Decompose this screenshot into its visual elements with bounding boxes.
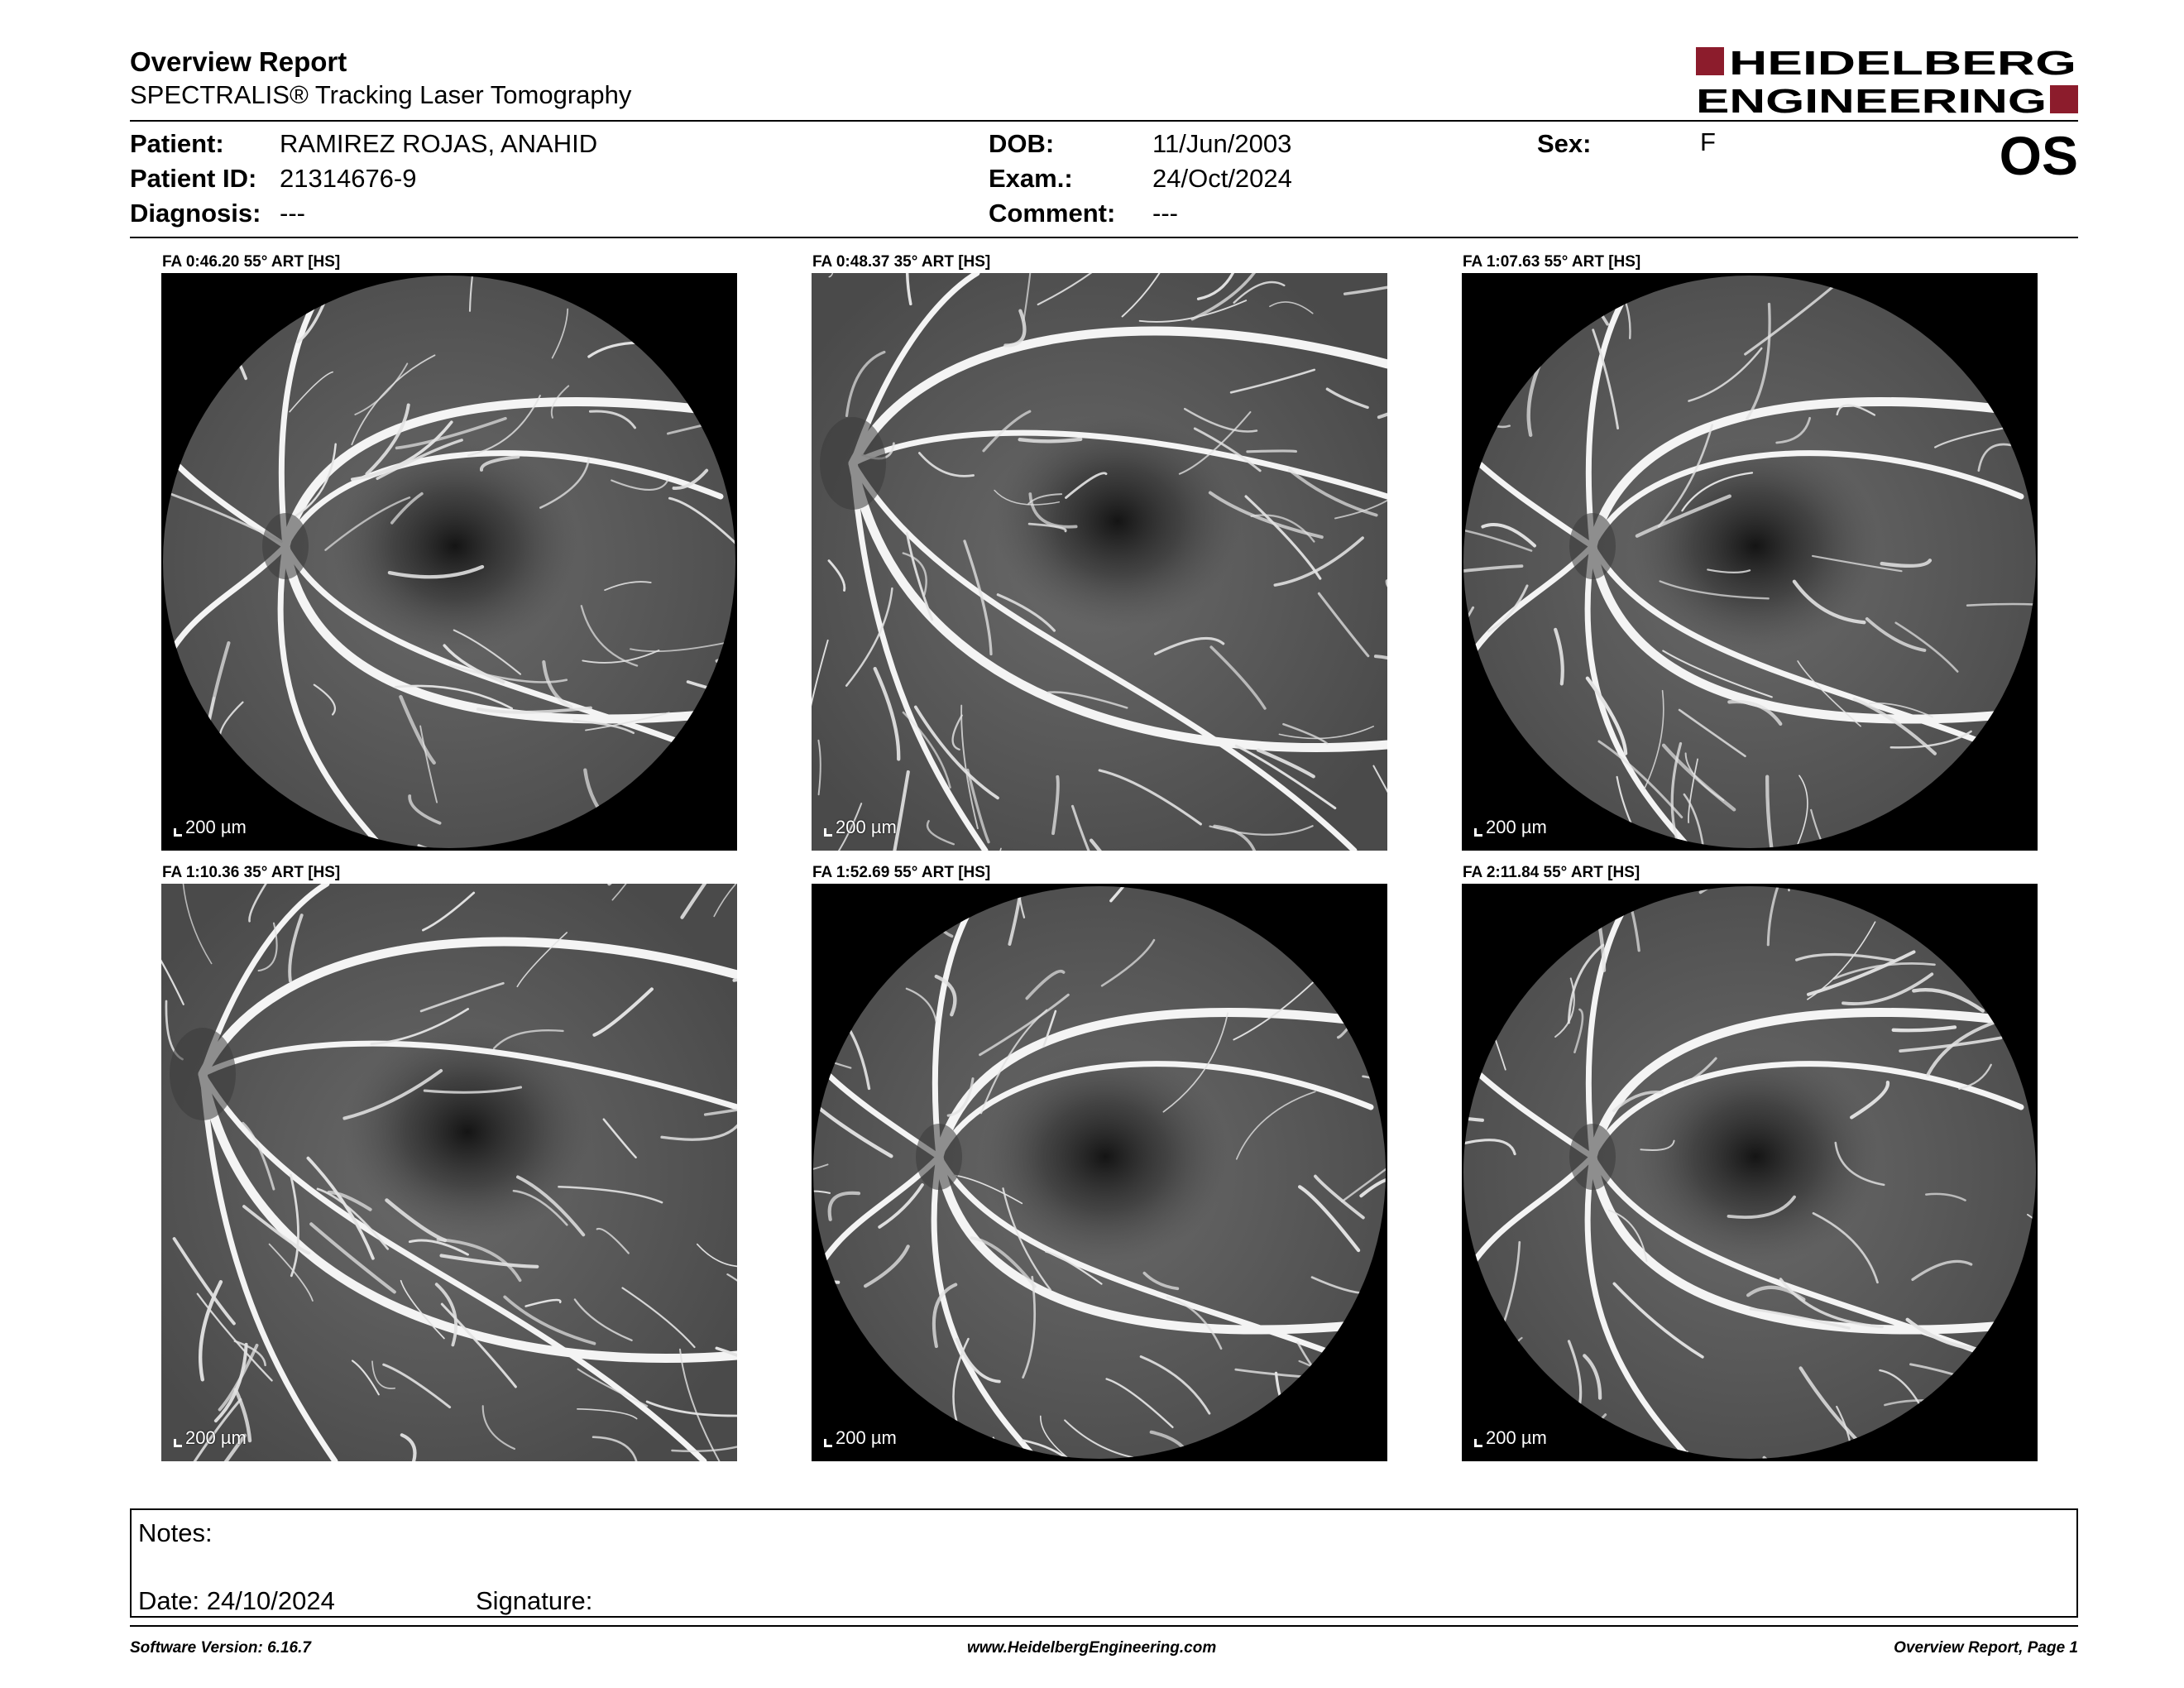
patient-divider	[130, 237, 2078, 238]
notes-label: Notes:	[138, 1518, 213, 1547]
patient-id: 21314676-9	[280, 164, 417, 193]
fundus-drawing	[1462, 884, 2038, 1461]
image-caption: FA 0:46.20 55° ART [HS]	[162, 253, 341, 271]
fundus-angiogram-image[interactable]	[1462, 884, 2038, 1461]
scale-label: 200 µm	[836, 817, 897, 837]
fundus-angiogram-image[interactable]	[812, 273, 1387, 851]
comment-label: Comment:	[989, 199, 1116, 228]
fundus-drawing	[161, 273, 737, 851]
fundus-drawing	[812, 273, 1387, 851]
dob-value: 11/Jun/2003	[1152, 129, 1292, 158]
scale-bar	[1474, 1429, 1547, 1447]
diagnosis-value: ---	[280, 199, 305, 228]
image-caption: FA 0:48.37 35° ART [HS]	[812, 253, 991, 271]
signature-label: Signature:	[476, 1586, 593, 1615]
sex-label: Sex:	[1537, 129, 1592, 158]
notes-date: Date: 24/10/2024	[138, 1586, 335, 1615]
scale-label: 200 µm	[185, 1427, 247, 1448]
website-link[interactable]: www.HeidelbergEngineering.com	[967, 1639, 1217, 1657]
fundus-angiogram-image[interactable]	[1462, 273, 2038, 851]
page-number: Overview Report, Page 1	[1894, 1639, 2078, 1657]
scale-label: 200 µm	[836, 1427, 897, 1448]
sex-value: F	[1700, 127, 1716, 156]
exam-value: 24/Oct/2024	[1152, 164, 1292, 193]
scale-label: 200 µm	[1486, 1427, 1547, 1448]
heidelberg-logo	[1696, 44, 2078, 117]
scale-bar	[824, 1429, 897, 1447]
fundus-angiogram-image[interactable]	[161, 273, 737, 851]
patient-name: RAMIREZ ROJAS, ANAHID	[280, 129, 598, 158]
scale-bar	[824, 818, 897, 837]
comment-value: ---	[1152, 199, 1178, 228]
svg-text:HEIDELBERG: HEIDELBERG	[1729, 44, 2076, 82]
dob-label: DOB:	[989, 129, 1055, 158]
footer-divider	[130, 1625, 2078, 1627]
scale-bar	[1474, 818, 1547, 837]
report-title: Overview Report	[130, 46, 347, 77]
eye-laterality: OS	[1999, 125, 2078, 186]
fundus-angiogram-image[interactable]	[161, 884, 737, 1461]
fundus-angiogram-image[interactable]	[812, 884, 1387, 1461]
exam-label: Exam.:	[989, 164, 1073, 193]
scale-bar	[174, 818, 247, 837]
fundus-drawing	[1462, 273, 2038, 851]
image-caption: FA 1:07.63 55° ART [HS]	[1463, 253, 1641, 271]
image-caption: FA 1:52.69 55° ART [HS]	[812, 864, 991, 881]
image-caption: FA 2:11.84 55° ART [HS]	[1463, 864, 1640, 881]
fundus-drawing	[161, 884, 737, 1461]
diagnosis-label: Diagnosis:	[130, 199, 261, 228]
scale-label: 200 µm	[185, 817, 247, 837]
report-subtitle: SPECTRALIS® Tracking Laser Tomography	[130, 80, 632, 109]
patient-name-label: Patient:	[130, 129, 224, 158]
software-version: Software Version: 6.16.7	[130, 1639, 311, 1657]
header-divider	[130, 120, 2078, 122]
svg-text:ENGINEERING: ENGINEERING	[1696, 82, 2047, 117]
scale-label: 200 µm	[1486, 817, 1547, 837]
scale-bar	[174, 1429, 247, 1447]
patient-id-label: Patient ID:	[130, 164, 257, 193]
notes-box[interactable]	[130, 1508, 2078, 1618]
fundus-drawing	[812, 884, 1387, 1461]
image-caption: FA 1:10.36 35° ART [HS]	[162, 864, 341, 881]
